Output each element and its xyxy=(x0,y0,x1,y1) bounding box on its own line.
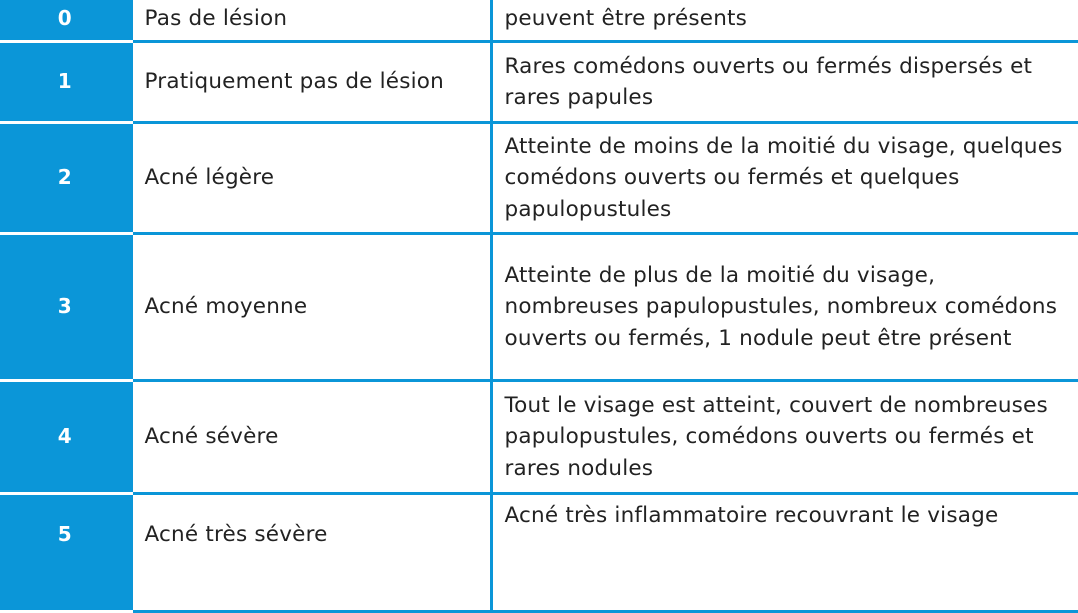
description-cell: Atteinte de moins de la moitié du visage, quelques comédons ouverts ou fermés et quelques papulopustules xyxy=(491,123,1078,234)
description-cell: Rares comédons ouverts ou fermés dispersés et rares papules xyxy=(491,42,1078,123)
severity-label-cell: Acné très sévère xyxy=(131,494,491,612)
description-cell: Tout le visage est atteint, couvert de nombreuses papulopustules, comédons ouverts ou fermés et rares nodules xyxy=(491,381,1078,494)
description-cell: Atteinte de plus de la moitié du visage, nombreuses papulopustules, nombreux comédons ouverts ou fermés, 1 nodule peut être présent xyxy=(491,234,1078,381)
grade-cell: 3 xyxy=(0,234,131,381)
severity-label-cell: Acné moyenne xyxy=(131,234,491,381)
table-row xyxy=(0,494,1078,612)
severity-label-cell: Acné sévère xyxy=(131,381,491,494)
description-cell: peuvent être présents xyxy=(491,0,1078,42)
grade-cell: 2 xyxy=(0,123,131,234)
grade-cell: 0 xyxy=(0,0,131,42)
grade-cell: 4 xyxy=(0,381,131,494)
table-row xyxy=(0,42,1078,123)
grade-cell: 5 xyxy=(0,494,131,612)
table-row xyxy=(0,123,1078,234)
grade-cell: 1 xyxy=(0,42,131,123)
severity-label-cell: Pas de lésion xyxy=(131,0,491,42)
severity-label-cell: Acné légère xyxy=(131,123,491,234)
description-cell: Acné très inflammatoire recouvrant le visage xyxy=(491,494,1078,612)
table-row xyxy=(0,381,1078,494)
severity-label-cell: Pratiquement pas de lésion xyxy=(131,42,491,123)
table-row xyxy=(0,234,1078,381)
table-row xyxy=(0,0,1078,42)
